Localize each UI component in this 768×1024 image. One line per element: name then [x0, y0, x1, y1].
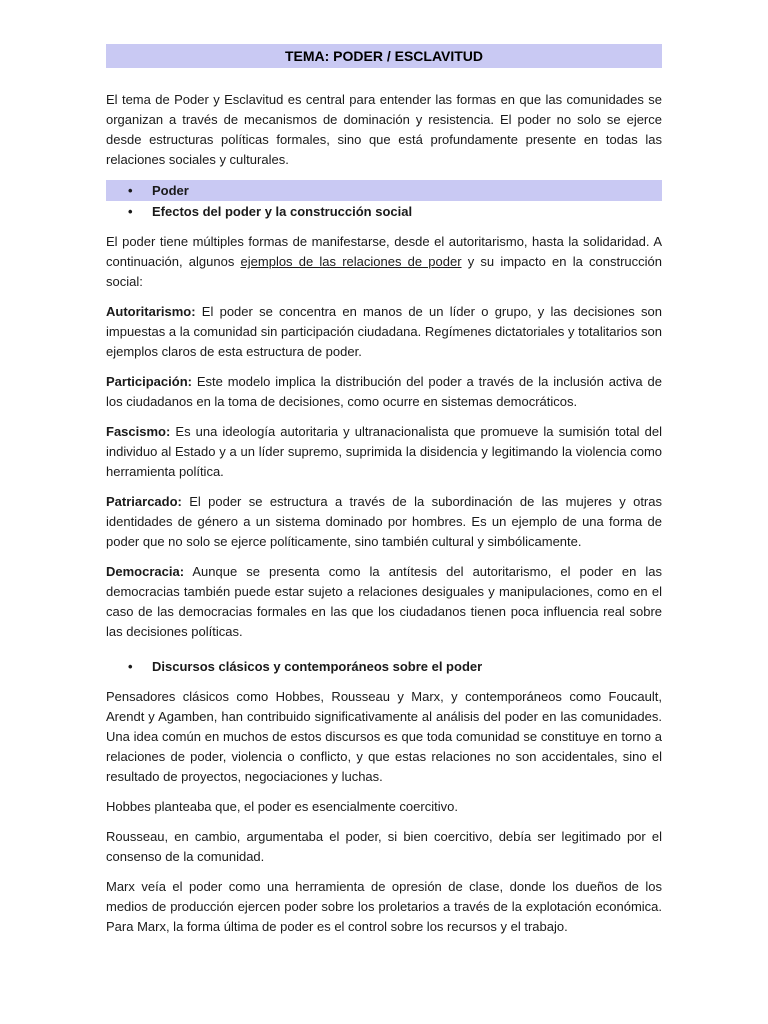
definition-participacion: [106, 372, 662, 412]
definition-text: Este modelo implica la distribución del poder a través de la inclusión activa de los ciudadanos en la toma de decisiones, como ocurre en sistemas democráticos.: [106, 374, 662, 409]
definition-term: Autoritarismo:: [106, 304, 196, 319]
list-item-label: Efectos del poder y la construcción social: [152, 204, 413, 219]
list-item-label: Poder: [152, 183, 189, 198]
marx-paragraph: Marx veía el poder como una herramienta de opresión de clase, donde los dueños de los medios de producción ejercen poder sobre los proletarios a través de la explotación económica. Para Marx, la forma última de poder es el control sobre los recursos y el trabajo.: [106, 879, 662, 934]
list-item-poder: [106, 180, 662, 201]
power-forms-paragraph: [106, 232, 662, 292]
definition-term: Participación:: [106, 374, 192, 389]
definition-term: Democracia:: [106, 564, 185, 579]
paragraph-text: El poder tiene múltiples formas de manifestarse, desde el autoritarismo, hasta la solidaridad. A continuación, algunos: [106, 234, 662, 269]
bullet-icon: •: [128, 659, 133, 674]
document-title: TEMA: PODER / ESCLAVITUD: [106, 44, 662, 68]
definition-patriarcado: [106, 492, 662, 552]
definition-text: Aunque se presenta como la antítesis del autoritarismo, el poder en las democracias también puede estar sujeto a relaciones desiguales y manipulaciones, como en el caso de las democracias formales en las que los ciudadanos tienen poca influencia real sobre las decisiones políticas.: [106, 564, 662, 639]
list-item-discursos: [106, 656, 662, 677]
definition-autoritarismo: [106, 302, 662, 362]
bullet-icon: •: [128, 183, 133, 198]
topic-list: [106, 180, 662, 222]
examples-link[interactable]: ejemplos de las relaciones de poder: [240, 254, 462, 269]
thinkers-paragraph: Pensadores clásicos como Hobbes, Rousseau y Marx, y contemporáneos como Foucault, Arendt y Agamben, han contribuido significativamente al análisis del poder en las comunidades. Una idea común en muchos de estos discursos es que toda comunidad se constituye en torno a relaciones de poder, violencia o conflicto, y que estas relaciones no son accidentales, sino el resultado de proyectos, negociaciones y luchas.: [106, 689, 662, 784]
list-item-efectos: [106, 201, 662, 222]
definition-text: El poder se estructura a través de la subordinación de las mujeres y otras identidades de género a un sistema dominado por hombres. Es un ejemplo de una forma de poder que no solo se ejerce políticamente, sino también cultural y simbólicamente.: [106, 494, 662, 549]
hobbes-paragraph: Hobbes planteaba que, el poder es esencialmente coercitivo.: [106, 799, 458, 814]
rousseau-paragraph: Rousseau, en cambio, argumentaba el poder, si bien coercitivo, debía ser legitimado por el consenso de la comunidad.: [106, 829, 662, 864]
definition-text: Es una ideología autoritaria y ultranacionalista que promueve la sumisión total del individuo al Estado y a un líder supremo, suprimida la disidencia y legitimando la violencia como herramienta política.: [106, 424, 662, 479]
intro-paragraph: El tema de Poder y Esclavitud es central para entender las formas en que las comunidades se organizan a través de mecanismos de dominación y resistencia. El poder no solo se ejerce desde estructuras políticas formales, sino que está profundamente presente en todas las relaciones sociales y culturales.: [106, 92, 662, 167]
definition-democracia: [106, 562, 662, 642]
list-item-label: Discursos clásicos y contemporáneos sobre el poder: [152, 659, 483, 674]
definition-fascismo: [106, 422, 662, 482]
document-content: [106, 44, 662, 947]
definition-term: Patriarcado:: [106, 494, 182, 509]
paragraph-text: y su impacto en la construcción social:: [106, 254, 662, 289]
topic-list-2: [106, 656, 662, 677]
bullet-icon: •: [128, 204, 133, 219]
definition-text: El poder se concentra en manos de un líder o grupo, y las decisiones son impuestas a la comunidad sin participación ciudadana. Regímenes dictatoriales y totalitarios son ejemplos claros de esta estructura de poder.: [106, 304, 662, 359]
definition-term: Fascismo:: [106, 424, 171, 439]
